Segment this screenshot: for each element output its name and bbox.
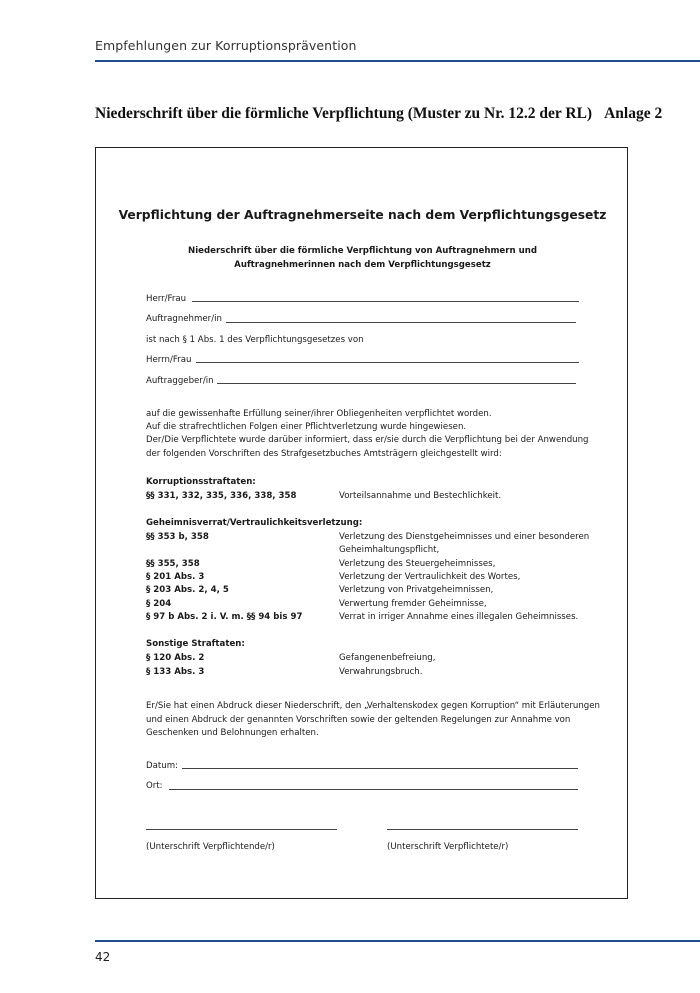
- field-label-auftragnehmer: Auftragnehmer/in: [146, 314, 222, 324]
- geheimnis-ref: § 201 Abs. 3: [146, 572, 205, 582]
- geheimnis-desc: Verletzung von Privatgeheimnissen,: [339, 585, 494, 595]
- geheimnis-ref: § 97 b Abs. 2 i. V. m. §§ 94 bis 97: [146, 612, 303, 622]
- sonstige-desc: Verwahrungsbruch.: [339, 667, 423, 677]
- field-label-auftraggeber: Auftraggeber/in: [146, 376, 214, 386]
- geheimnis-ref: § 203 Abs. 2, 4, 5: [146, 585, 229, 595]
- sonstige-ref: § 133 Abs. 3: [146, 667, 205, 677]
- geheimnis-desc: Verletzung der Vertraulichkeit des Wortes,: [339, 572, 521, 582]
- korruption-desc: Vorteilsannahme und Bestechlichkeit.: [339, 491, 502, 501]
- field-line-auftraggeber[interactable]: [217, 383, 576, 384]
- intro-line-1: auf die gewissenhafte Erfüllung seiner/ihrer Obliegenheiten verpflichtet worden.: [146, 409, 492, 419]
- signature-line-verpflichtete[interactable]: [387, 829, 578, 830]
- page-title: [95, 105, 663, 123]
- field-line-herr-frau[interactable]: [192, 301, 579, 302]
- page-number: 42: [95, 950, 111, 964]
- geheimnis-ref: § 204: [146, 599, 172, 609]
- intro-line-4: der folgenden Vorschriften des Strafgesetzbuches Amtsträgern gleichgestellt wird:: [146, 449, 502, 459]
- signature-label-verpflichtete: (Unterschrift Verpflichtete/r): [387, 842, 509, 852]
- footer-rule: [95, 940, 700, 942]
- form-subheading-line2: Auftragnehmerinnen nach dem Verpflichtungsgesetz: [234, 260, 491, 270]
- geheimnis-desc: Verwertung fremder Geheimnisse,: [339, 599, 487, 609]
- header-rule: [95, 60, 700, 62]
- geheimnis-desc: Verletzung des Steuergeheimnisses,: [339, 559, 496, 569]
- closing-line-3: Geschenken und Belohnungen erhalten.: [146, 728, 319, 738]
- form-subheading-line1: Niederschrift über die förmliche Verpflichtung von Auftragnehmern und: [188, 246, 537, 256]
- text-nach-paragraph: ist nach § 1 Abs. 1 des Verpflichtungsgesetzes von: [146, 335, 364, 345]
- field-label-herrn-frau: Herrn/Frau: [146, 355, 192, 365]
- sonstige-desc: Gefangenenbefreiung,: [339, 653, 436, 663]
- field-line-auftragnehmer[interactable]: [226, 322, 576, 323]
- form-heading: Verpflichtung der Auftragnehmerseite nach dem Verpflichtungsgesetz: [118, 208, 607, 222]
- intro-line-3: Der/Die Verpflichtete wurde darüber informiert, dass er/sie durch die Verpflichtung bei der Anwendung: [146, 435, 589, 445]
- section-heading-geheimnis: Geheimnisverrat/Vertraulichkeitsverletzung:: [146, 518, 363, 528]
- field-line-herrn-frau[interactable]: [196, 362, 579, 363]
- sonstige-ref: § 120 Abs. 2: [146, 653, 205, 663]
- datum-line[interactable]: [182, 768, 578, 769]
- geheimnis-ref: §§ 355, 358: [146, 559, 200, 569]
- closing-line-2: und einen Abdruck der genannten Vorschriften sowie der geltenden Regelungen zur Annahme von: [146, 715, 571, 725]
- running-head: Empfehlungen zur Korruptionsprävention: [95, 38, 357, 53]
- datum-label: Datum:: [146, 761, 178, 771]
- signature-label-verpflichtende: (Unterschrift Verpflichtende/r): [146, 842, 275, 852]
- ort-line[interactable]: [169, 789, 578, 790]
- page-title-main: Niederschrift über die förmliche Verpflichtung (Muster zu Nr. 12.2 der RL): [95, 105, 593, 122]
- field-label-herr-frau: Herr/Frau: [146, 294, 187, 304]
- geheimnis-desc: Verletzung des Dienstgeheimnisses und einer besonderen: [339, 532, 590, 542]
- ort-label: Ort:: [146, 781, 163, 791]
- section-heading-sonstige: Sonstige Straftaten:: [146, 639, 245, 649]
- geheimnis-ref: §§ 353 b, 358: [146, 532, 209, 542]
- signature-line-verpflichtende[interactable]: [146, 829, 337, 830]
- korruption-ref: §§ 331, 332, 335, 336, 338, 358: [146, 491, 297, 501]
- geheimnis-desc: Geheimhaltungspflicht,: [339, 545, 440, 555]
- form-box: [95, 147, 628, 899]
- page-title-anlage: Anlage 2: [604, 105, 663, 122]
- geheimnis-desc: Verrat in irriger Annahme eines illegalen Geheimnisses.: [339, 612, 579, 622]
- section-heading-korruption: Korruptionsstraftaten:: [146, 477, 256, 487]
- intro-line-2: Auf die strafrechtlichen Folgen einer Pflichtverletzung wurde hingewiesen.: [146, 422, 467, 432]
- closing-line-1: Er/Sie hat einen Abdruck dieser Niederschrift, den „Verhaltenskodex gegen Korruption“ mit Erläuterungen: [146, 701, 600, 711]
